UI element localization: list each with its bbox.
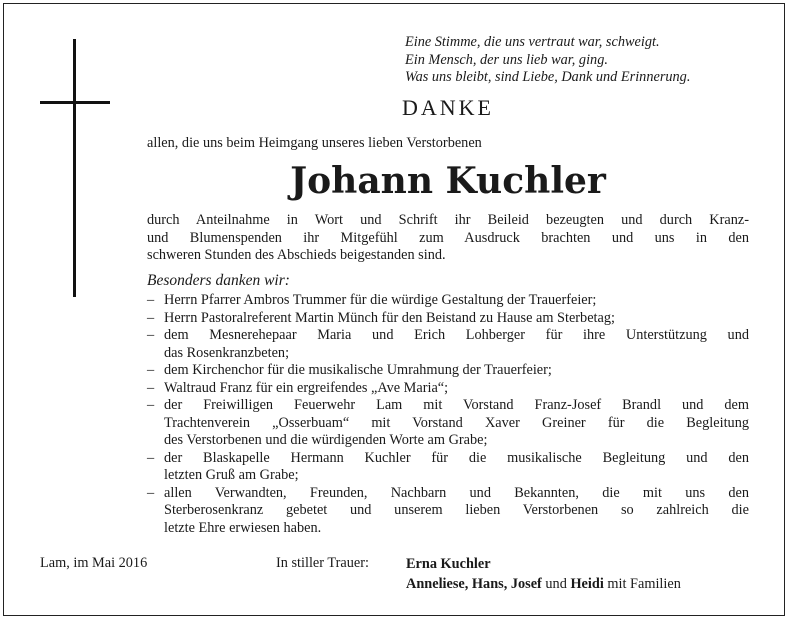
thanks-line: dem Kirchenchor für die musikalische Umrahmung der Trauerfeier; <box>164 362 552 378</box>
deceased-name: Johann Kuchler <box>290 160 606 202</box>
family-name-heidi: Heidi <box>570 575 604 592</box>
thanks-item <box>147 380 749 398</box>
thanks-line: des Verstorbenen und die würdigenden Worte am Grabe; <box>164 432 488 448</box>
thanks-line: dem Mesnerehepaar Maria und Erich Lohberger für ihre Unterstützung und <box>164 327 749 343</box>
paragraph-line: durch Anteilnahme in Wort und Schrift ihr Beileid bezeugten und durch Kranz- <box>147 212 749 228</box>
poem <box>405 34 775 87</box>
dash-bullet: – <box>147 309 155 326</box>
thanks-line: der Blaskapelle Hermann Kuchler für die musikalische Begleitung und den <box>164 449 749 466</box>
thanks-item <box>147 310 749 328</box>
dash-bullet: – <box>147 362 155 378</box>
thanks-line: letzte Ehre erwiesen haben. <box>164 519 322 536</box>
thanks-line: allen Verwandten, Freunden, Nachbarn und Bekannten, die mit uns den <box>164 484 749 501</box>
thanks-line: Herrn Pfarrer Ambros Trummer für die würdige Gestaltung der Trauerfeier; <box>164 292 597 308</box>
place-date: Lam, im Mai 2016 <box>40 555 148 571</box>
poem-line: Ein Mensch, der uns lieb war, ging. <box>405 51 608 68</box>
thanks-list <box>147 292 749 537</box>
dash-bullet: – <box>147 397 155 413</box>
thanks-line: Waltraud Franz für ein ergreifendes „Ave Maria“; <box>164 379 449 396</box>
thanks-line: Herrn Pastoralreferent Martin Münch für den Beistand zu Hause am Sterbetag; <box>164 309 615 326</box>
paragraph-line: und Blumenspenden ihr Mitgefühl zum Ausdruck brachten und uns in den <box>147 229 749 246</box>
cross-horizontal-bar <box>40 101 110 104</box>
family-suffix: mit Familien <box>607 575 681 592</box>
heading-danke: DANKE <box>402 95 494 120</box>
dash-bullet: – <box>147 484 155 501</box>
family-names: Anneliese, Hans, Josef <box>406 575 542 592</box>
cross-vertical-bar <box>73 39 76 297</box>
poem-line: Eine Stimme, die uns vertraut war, schweigt. <box>405 34 660 50</box>
thanks-item <box>147 450 749 485</box>
main-paragraph <box>147 212 749 265</box>
family-and: und <box>545 575 567 592</box>
poem-line: Was uns bleibt, sind Liebe, Dank und Erinnerung. <box>405 69 691 85</box>
thanks-line: der Freiwilligen Feuerwehr Lam mit Vorstand Franz-Josef Brandl und dem <box>164 397 749 413</box>
thanks-item <box>147 397 749 450</box>
dash-bullet: – <box>147 292 155 308</box>
paragraph-line: schweren Stunden des Abschieds beigestanden sind. <box>147 247 446 263</box>
thanks-item <box>147 327 749 362</box>
thanks-line: letzten Gruß am Grabe; <box>164 467 299 483</box>
thanks-item <box>147 292 749 310</box>
mourning-label: In stiller Trauer: <box>276 555 369 571</box>
thanks-line: das Rosenkranzbeten; <box>164 344 290 361</box>
thanks-item <box>147 362 749 380</box>
mourners <box>406 555 681 594</box>
dash-bullet: – <box>147 327 155 343</box>
mourner-name: Erna Kuchler <box>406 556 491 572</box>
dash-bullet: – <box>147 379 155 396</box>
dash-bullet: – <box>147 449 155 466</box>
special-thanks-heading: Besonders danken wir: <box>147 272 290 289</box>
thanks-line: Sterberosenkranz gebetet und unserem lieben Verstorbenen so zahlreich die <box>164 502 749 518</box>
intro-text: allen, die uns beim Heimgang unseres lieben Verstorbenen <box>147 135 482 151</box>
thanks-line: Trachtenverein „Osserbuam“ mit Vorstand Xaver Greiner für die Begleitung <box>164 414 749 431</box>
thanks-item <box>147 485 749 538</box>
